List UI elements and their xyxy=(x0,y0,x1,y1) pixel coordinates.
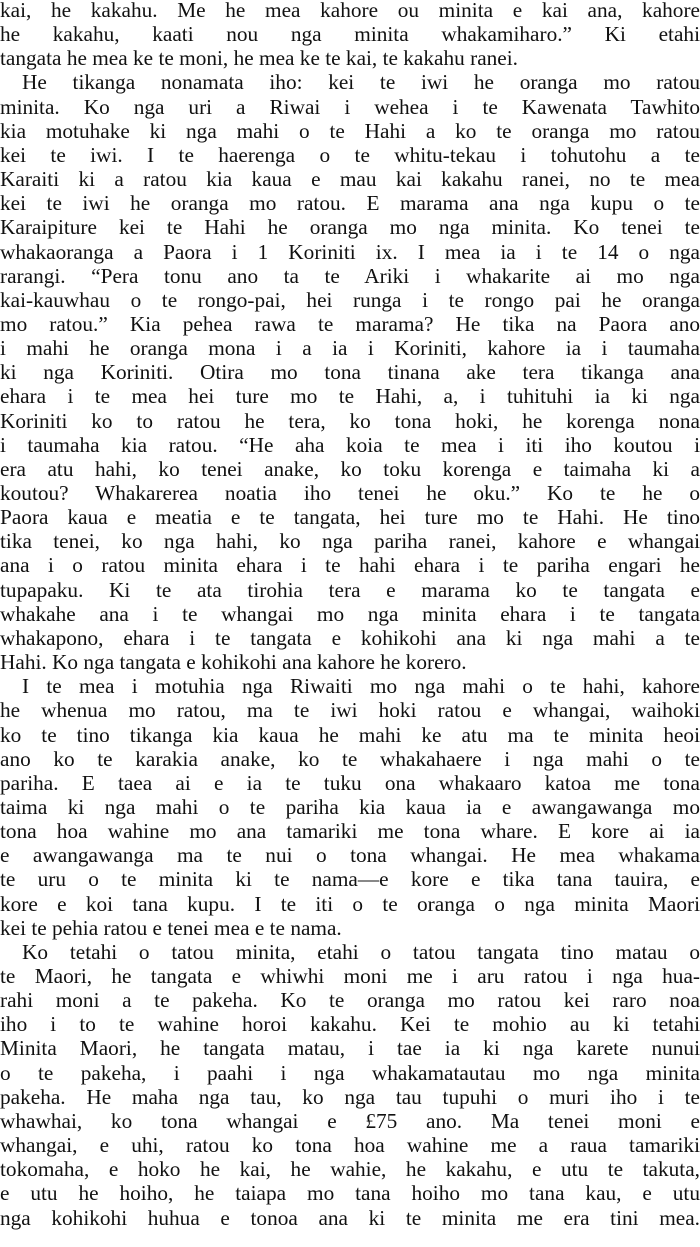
text-line: pariha. E taea ai e ia te tuku ona whakaaro katoa me tona xyxy=(0,770,700,795)
text-line: ko te tino tikanga kia kaua he mahi ke atu ma te minita heoi xyxy=(0,722,700,747)
text-line: e awangawanga ma te nui o tona whangai. He mea whakama xyxy=(0,843,700,868)
text-line: kei te iwi. I te haerenga o te whitu-tekau i tohutohu a te xyxy=(0,142,700,167)
text-line: he whenua mo ratou, ma te iwi hoki ratou e whangai, waihoki xyxy=(0,698,700,723)
text-line: kore e koi tana kupu. I te iti o te oranga o nga minita Maori xyxy=(0,891,700,916)
text-line: pakeha. He maha nga tau, ko nga tau tupuhi o muri iho i te xyxy=(0,1084,700,1109)
text-line: Karaipiture kei te Hahi he oranga mo nga minita. Ko tenei te xyxy=(0,215,700,240)
text-line: whangai, e uhi, ratou ko tona hoa wahine me a raua tamariki xyxy=(0,1133,700,1158)
text-line: i taumaha kia ratou. “He aha koia te mea i iti iho koutou i xyxy=(0,432,700,457)
text-line: Minita Maori, he tangata matau, i tae ia ki nga karete nunui xyxy=(0,1036,700,1061)
text-line: o te pakeha, i paahi i nga whakamatautau mo nga minita xyxy=(0,1060,700,1085)
text-line: I te mea i motuhia nga Riwaiti mo nga mahi o te hahi, kahore xyxy=(22,674,700,699)
text-line: ana i o ratou minita ehara i te hahi ehara i te pariha engari he xyxy=(0,553,700,578)
text-line: rahi moni a te pakeha. Ko te oranga mo ratou kei raro noa xyxy=(0,988,700,1013)
text-line: Paora kaua e meatia e te tangata, hei ture mo te Hahi. He tino xyxy=(0,505,700,530)
text-line: ki nga Koriniti. Otira mo tona tinana ake tera tikanga ana xyxy=(0,360,700,385)
text-line: Karaiti ki a ratou kia kaua e mau kai kakahu ranei, no te mea xyxy=(0,167,700,192)
text-line: minita. Ko nga uri a Riwai i wehea i te Kawenata Tawhito xyxy=(0,94,700,119)
text-line: tangata he mea ke te moni, he mea ke te kai, te kakahu ranei. xyxy=(0,46,518,71)
text-line: tokomaha, e hoko he kai, he wahie, he kakahu, e utu te takuta, xyxy=(0,1157,700,1182)
text-line: mo ratou.” Kia pehea rawa te marama? He tika na Paora ano xyxy=(0,311,700,336)
text-line: he kakahu, kaati nou nga minita whakamiharo.” Ki etahi xyxy=(0,22,700,47)
text-line: kai, he kakahu. Me he mea kahore ou minita e kai ana, kahore xyxy=(0,0,700,22)
text-line: te Maori, he tangata e whiwhi moni me i aru ratou i nga hua- xyxy=(0,964,700,988)
text-line: kia motuhake ki nga mahi o te Hahi a ko te oranga mo ratou xyxy=(0,118,700,143)
text-line: tika tenei, ko nga hahi, ko nga pariha ranei, kahore e whangai xyxy=(0,529,700,554)
text-line: te uru o te minita ki te nama—e kore e tika tana tauira, e xyxy=(0,867,700,892)
text-line: rarangi. “Pera tonu ano ta te Ariki i whakarite ai mo nga xyxy=(0,263,700,288)
text-line: Koriniti ko to ratou he tera, ko tona hoki, he korenga nona xyxy=(0,408,700,433)
text-line: iho i to te wahine horoi kakahu. Kei te mohio au ki tetahi xyxy=(0,1012,700,1037)
text-line: tupapaku. Ki te ata tirohia tera e marama ko te tangata e xyxy=(0,577,700,602)
text-line: taima ki nga mahi o te pariha kia kaua ia e awangawanga mo xyxy=(0,794,700,819)
text-line: whawhai, ko tona whangai e £75 ano. Ma tenei moni e xyxy=(0,1108,700,1133)
text-line: era atu hahi, ko tenei anake, ko toku korenga e taimaha ki a xyxy=(0,456,700,481)
text-line: kei te pehia ratou e tenei mea e te nama. xyxy=(0,915,342,940)
text-line: tona hoa wahine mo ana tamariki me tona whare. E kore ai ia xyxy=(0,819,700,844)
text-line: kei te iwi he oranga mo ratou. E marama ana nga kupu o te xyxy=(0,191,700,216)
text-line: e utu he hoiho, he taiapa mo tana hoiho mo tana kau, e utu xyxy=(0,1181,700,1206)
text-line: kai-kauwhau o te rongo-pai, hei runga i te rongo pai he oranga xyxy=(0,287,700,312)
text-line: Hahi. Ko nga tangata e kohikohi ana kahore he korero. xyxy=(0,650,467,675)
text-line: ano ko te karakia anake, ko te whakahaere i nga mahi o te xyxy=(0,746,700,771)
text-line: He tikanga nonamata iho: kei te iwi he oranga mo ratou xyxy=(22,70,700,95)
text-line: whakahe ana i te whangai mo nga minita ehara i te tangata xyxy=(0,601,700,626)
text-line: whakaoranga a Paora i 1 Koriniti ix. I mea ia i te 14 o nga xyxy=(0,239,700,264)
text-line: ehara i te mea hei ture mo te Hahi, a, i tuhituhi ia ki nga xyxy=(0,384,700,409)
text-line: nga kohikohi huhua e tonoa ana ki te minita me era tini mea. xyxy=(0,1205,700,1230)
text-line: whakapono, ehara i te tangata e kohikohi ana ki nga mahi a te xyxy=(0,625,700,650)
text-line: Ko tetahi o tatou minita, etahi o tatou tangata tino matau o xyxy=(22,939,700,964)
text-line: koutou? Whakarerea noatia iho tenei he oku.” Ko te he o xyxy=(0,481,700,505)
text-line: i mahi he oranga mona i a ia i Koriniti, kahore ia i taumaha xyxy=(0,336,700,361)
